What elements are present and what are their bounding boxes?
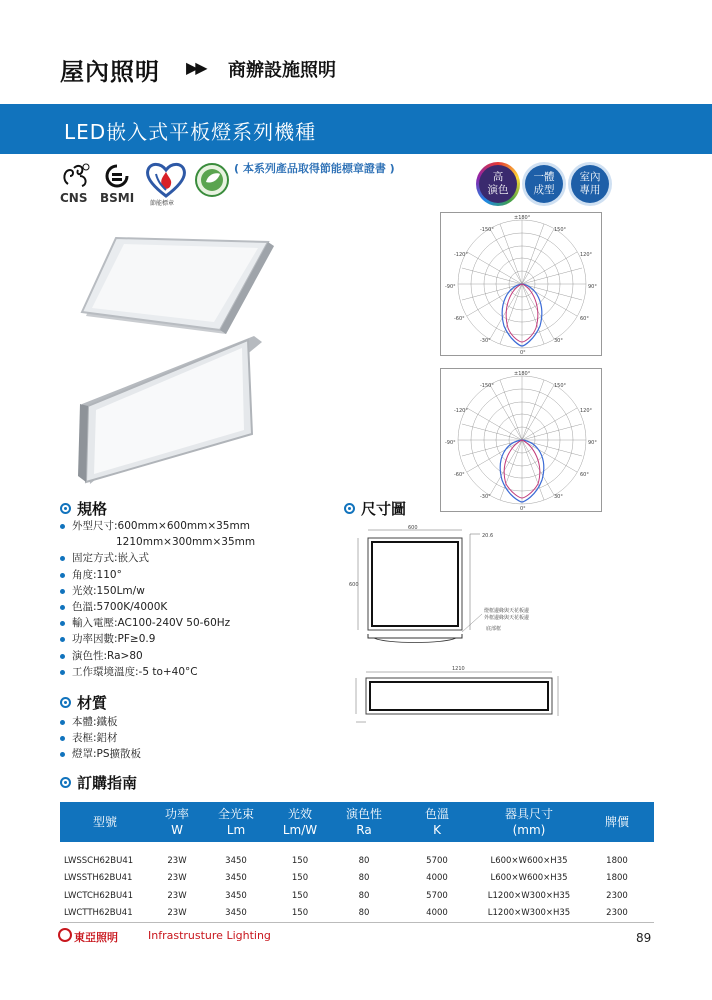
polar1-angle-r120: 120° [580, 252, 593, 258]
indoor-use-badge [568, 162, 612, 206]
page-subcategory-title: 商辦設施照明 [228, 60, 336, 81]
cell-dimensions: L1200×W300×H35 [478, 905, 580, 923]
energy-label-caption: 節能標章 [150, 200, 175, 207]
material-item-body: 本體:鐵板 [60, 714, 141, 730]
material-item-cover: 燈罩:PS擴散板 [60, 746, 141, 762]
spec-item-mounting: 固定方式:嵌入式 [60, 550, 255, 566]
cell-price: 2300 [580, 905, 654, 923]
cell-efficacy: 150 [291, 873, 309, 884]
cell-cct: 4000 [426, 873, 448, 884]
certification-note: ( 本系列產品取得節能標章證書 ) [234, 162, 395, 175]
table-row [60, 887, 654, 905]
polar1-angle-l60: -60° [454, 316, 465, 322]
order-guide-heading-text: 訂購指南 [77, 774, 138, 792]
cns-logo-icon [60, 162, 92, 190]
square-panel-product-image [78, 236, 284, 336]
cell-model: LWSSCH62BU41 [64, 855, 134, 866]
bsmi-logo-icon [104, 164, 130, 188]
spec-item-size-line2: 1210mm×300mm×35mm [116, 536, 256, 549]
spec-item-size: 外型尺寸:600mm×600mm×35mm [60, 518, 255, 534]
dim-callout-2: 外框邊緣與天花板邊 [484, 615, 530, 621]
materials-list [60, 714, 141, 763]
specs-heading-text: 規格 [77, 500, 108, 518]
polar2-angle-tl: -150° [480, 383, 494, 389]
polar1-angle-l120: -120° [454, 252, 468, 258]
materials-heading-text: 材質 [77, 694, 108, 712]
spec-item-power-factor: 功率因數:PF≥0.9 [60, 631, 255, 647]
section-bullet-icon [60, 777, 71, 788]
polar1-angle-tr: 150° [554, 227, 567, 233]
polar2-angle-r120: 120° [580, 408, 593, 414]
footer-divider [60, 922, 654, 923]
dim-edge: 20.6 [482, 533, 494, 539]
cell-cri: 80 [358, 890, 370, 901]
polar2-angle-bottom: 0° [520, 506, 526, 512]
bsmi-label: BSMI [100, 191, 135, 205]
polar1-angle-bottom: 0° [520, 350, 526, 356]
cns-label: CNS [60, 191, 88, 205]
integrated-molding-badge-text: 一體 成型 [525, 165, 563, 203]
polar1-angle-tl: -150° [480, 227, 494, 233]
dim-side-height: 600 [349, 582, 359, 588]
table-row [60, 905, 654, 923]
polar2-angle-top: ±180° [514, 371, 531, 377]
spec-item-cri: 演色性:Ra>80 [60, 648, 255, 664]
order-guide-heading [60, 772, 137, 793]
polar2-angle-l60: -60° [454, 472, 465, 478]
cell-efficacy: 150 [291, 890, 309, 901]
polar2-angle-r90: 90° [588, 440, 597, 446]
dimensions-heading [344, 498, 406, 519]
cell-flux: 3450 [204, 905, 268, 923]
spec-item-cct: 色溫:5700K/4000K [60, 599, 255, 615]
polar1-angle-r30: 30° [554, 338, 563, 344]
col-header-cri: 演色性 Ra [332, 802, 396, 842]
cell-efficacy: 150 [268, 905, 332, 923]
polar2-angle-l90: -90° [445, 440, 456, 446]
polar-light-distribution-chart-2 [440, 368, 602, 512]
polar-light-distribution-chart-1 [440, 212, 602, 356]
brand-logo-icon [58, 928, 72, 942]
rectangular-panel-product-image [76, 334, 266, 484]
cell-dimensions: L1200×W300×H35 [487, 890, 571, 901]
page-number: 89 [636, 931, 652, 945]
section-bullet-icon [60, 697, 71, 708]
spec-item-voltage: 輸入電壓:AC100-240V 50-60Hz [60, 615, 255, 631]
polar2-angle-r60: 60° [580, 472, 589, 478]
cell-efficacy: 150 [291, 855, 309, 866]
energy-label-heart-icon [144, 160, 188, 198]
double-arrow-icon: ▶▶ [186, 58, 205, 77]
cell-power: 23W [167, 890, 187, 901]
cell-cct: 4000 [396, 905, 478, 923]
col-header-power: 功率 W [150, 802, 204, 842]
dim-top-width: 600 [408, 525, 418, 531]
materials-heading [60, 692, 107, 713]
cell-dimensions: L600×W600×H35 [490, 855, 568, 866]
cell-price: 2300 [606, 890, 628, 901]
cell-power: 23W [150, 905, 204, 923]
cell-flux: 3450 [225, 873, 247, 884]
order-table-header [60, 802, 654, 842]
cell-flux: 3450 [225, 855, 247, 866]
cell-power: 23W [167, 855, 187, 866]
dim-callout-3: 底部框 [486, 626, 502, 632]
polar1-angle-l90: -90° [445, 284, 456, 290]
section-bullet-icon [60, 503, 71, 514]
cell-cri: 80 [358, 855, 370, 866]
polar1-angle-top: ±180° [514, 215, 531, 221]
specs-heading [60, 498, 107, 519]
polar1-angle-r90: 90° [588, 284, 597, 290]
cell-dimensions: L600×W600×H35 [490, 873, 568, 884]
cell-model: LWCTCH62BU41 [64, 890, 134, 901]
brand-name-chinese: 東亞照明 [74, 931, 118, 944]
col-header-flux: 全光束 Lm [204, 802, 268, 842]
col-header-model: 型號 [60, 802, 150, 842]
polar2-angle-l30: -30° [480, 494, 491, 500]
cell-price: 1800 [606, 855, 628, 866]
high-cri-badge-text: 高 演色 [479, 165, 517, 203]
cell-power: 23W [167, 873, 187, 884]
col-header-dimensions: 器具尺寸 (mm) [478, 802, 580, 842]
polar2-angle-l120: -120° [454, 408, 468, 414]
col-header-price: 牌價 [580, 802, 654, 842]
cell-cri: 80 [332, 905, 396, 923]
cell-cct: 5700 [426, 890, 448, 901]
dimension-drawing [346, 522, 566, 738]
cell-price: 1800 [606, 873, 628, 884]
brand-name-english: Infrastrusture Lighting [148, 929, 271, 942]
cell-flux: 3450 [225, 890, 247, 901]
cell-cri: 80 [358, 873, 370, 884]
col-header-cct: 色溫 K [396, 802, 478, 842]
specs-list [60, 518, 255, 680]
indoor-use-badge-text: 室內 專用 [571, 165, 609, 203]
dim-bottom-width: 1210 [452, 666, 465, 672]
product-series-title: LED嵌入式平板燈系列機種 [64, 120, 317, 144]
cell-model: LWSSTH62BU41 [64, 873, 133, 884]
dimensions-heading-text: 尺寸圖 [361, 500, 407, 518]
polar1-angle-l30: -30° [480, 338, 491, 344]
page-category-title: 屋內照明 [60, 58, 160, 86]
col-header-efficacy: 光效 Lm/W [268, 802, 332, 842]
high-cri-badge [476, 162, 520, 206]
dim-callout-1: 燈框邊緣與天花板邊 [484, 608, 530, 614]
cell-cct: 5700 [426, 855, 448, 866]
spec-item-angle: 角度:110° [60, 567, 255, 583]
spec-item-temperature: 工作環境溫度:-5 to+40°C [60, 664, 255, 680]
green-mark-icon [194, 162, 230, 198]
polar2-angle-r30: 30° [554, 494, 563, 500]
spec-item-efficacy: 光效:150Lm/w [60, 583, 255, 599]
material-item-frame: 表框:鋁材 [60, 730, 141, 746]
polar1-angle-r60: 60° [580, 316, 589, 322]
cell-model: LWCTTH62BU41 [60, 905, 150, 923]
table-row [60, 870, 654, 888]
table-row [60, 852, 654, 870]
integrated-molding-badge [522, 162, 566, 206]
order-table [60, 802, 654, 923]
polar2-angle-tr: 150° [554, 383, 567, 389]
section-bullet-icon [344, 503, 355, 514]
